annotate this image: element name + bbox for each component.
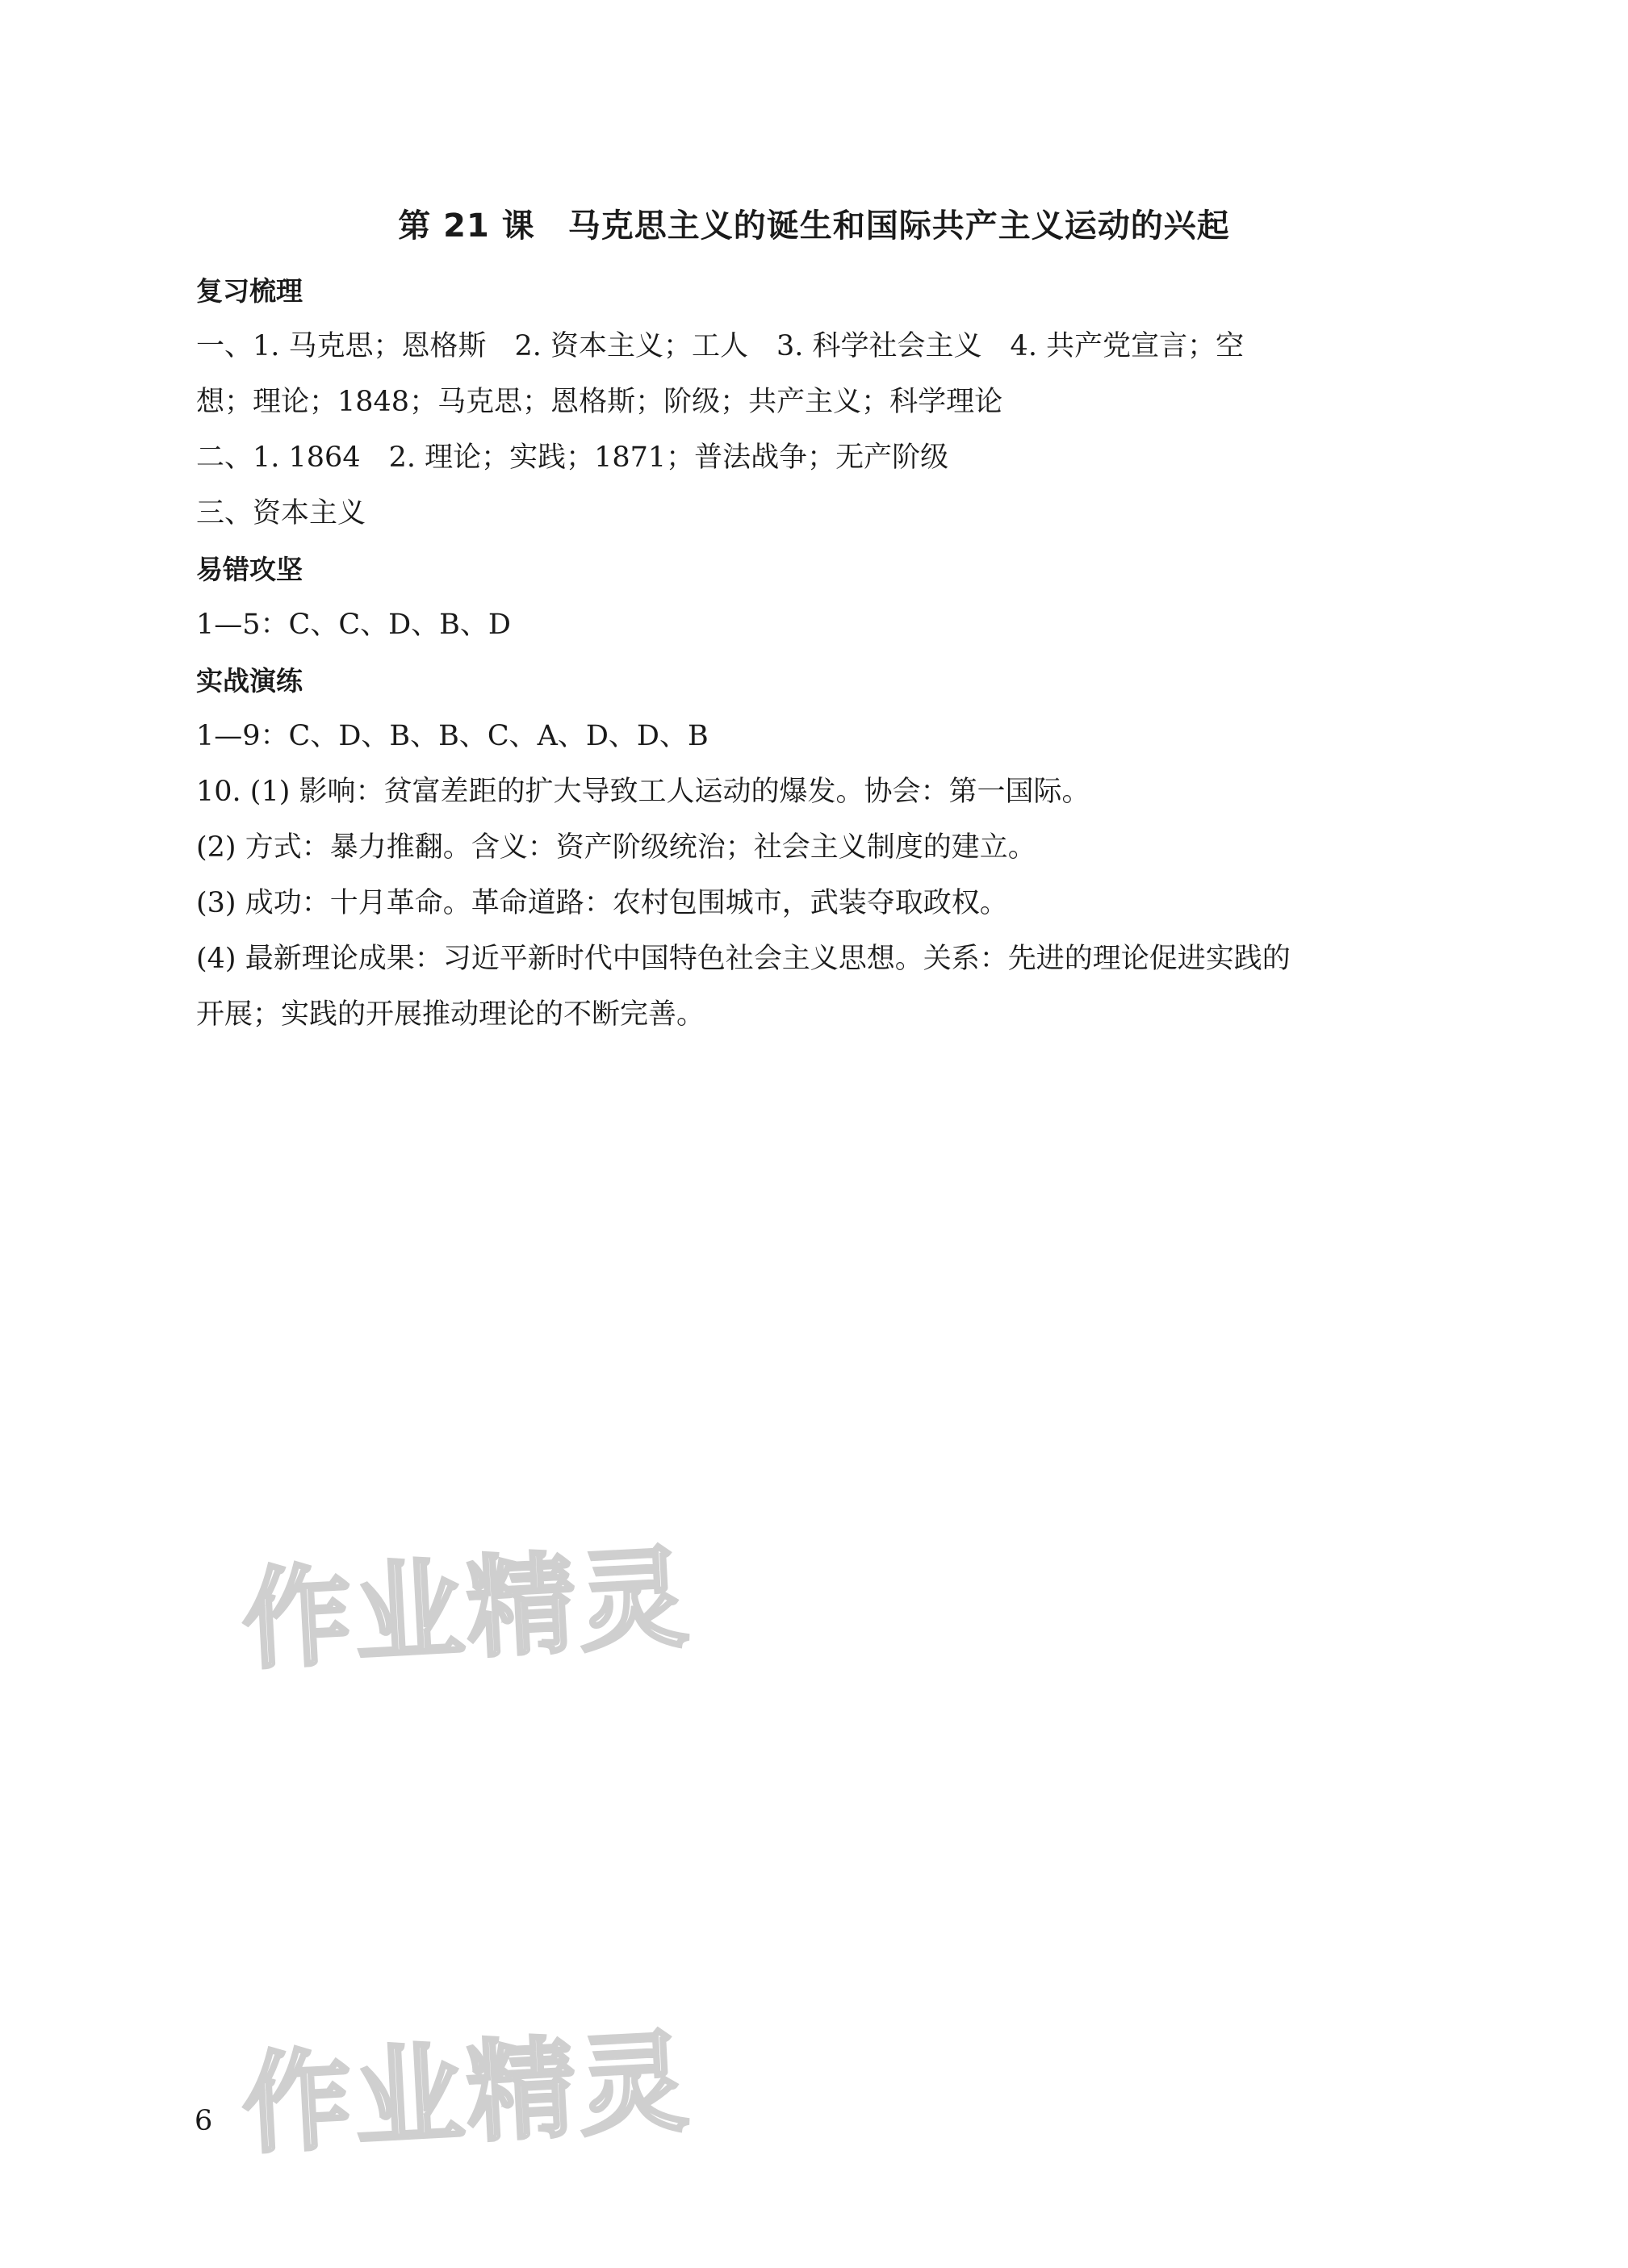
answer-content <box>196 263 1431 1043</box>
answer-line: 开展；实践的开展推动理论的不断完善。 <box>196 998 705 1031</box>
answer-line: (3) 成功：十月革命。革命道路：农村包围城市，武装夺取政权。 <box>196 887 1008 919</box>
answer-line: 一、1. 马克思；恩格斯 2. 资本主义；工人 3. 科学社会主义 4. 共产党宣言；空 <box>196 330 1245 362</box>
section-review <box>196 263 1431 542</box>
page-number: 6 <box>195 2105 213 2137</box>
section-practice <box>196 653 1431 1043</box>
watermark: 作业精灵 <box>239 2018 694 2169</box>
answer-line: 三、资本主义 <box>196 497 366 529</box>
answer-line: (4) 最新理论成果：习近平新时代中国特色社会主义思想。关系：先进的理论促进实践的 <box>196 943 1291 975</box>
answer-line: 1—5：C、C、D、B、D <box>196 609 511 641</box>
answer-line: (2) 方式：暴力推翻。含义：资产阶级统治；社会主义制度的建立。 <box>196 831 1036 864</box>
watermark: 作业精灵 <box>239 1534 694 1684</box>
answer-line: 二、1. 1864 2. 理论；实践；1871；普法战争；无产阶级 <box>196 441 949 474</box>
section-common-mistakes <box>196 542 1431 653</box>
section-heading: 实战演练 <box>196 665 303 697</box>
answer-line: 1—9：C、D、B、B、C、A、D、D、B <box>196 720 709 752</box>
answer-line: 想；理论；1848；马克思；恩格斯；阶级；共产主义；科学理论 <box>196 386 1003 418</box>
section-heading: 易错攻坚 <box>196 554 303 585</box>
answer-line: 10. (1) 影响：贫富差距的扩大导致工人运动的爆发。协会：第一国际。 <box>196 776 1090 808</box>
section-heading: 复习梳理 <box>196 275 303 307</box>
page-title: 第 21 课 马克思主义的诞生和国际共产主义运动的兴起 <box>398 207 1230 245</box>
